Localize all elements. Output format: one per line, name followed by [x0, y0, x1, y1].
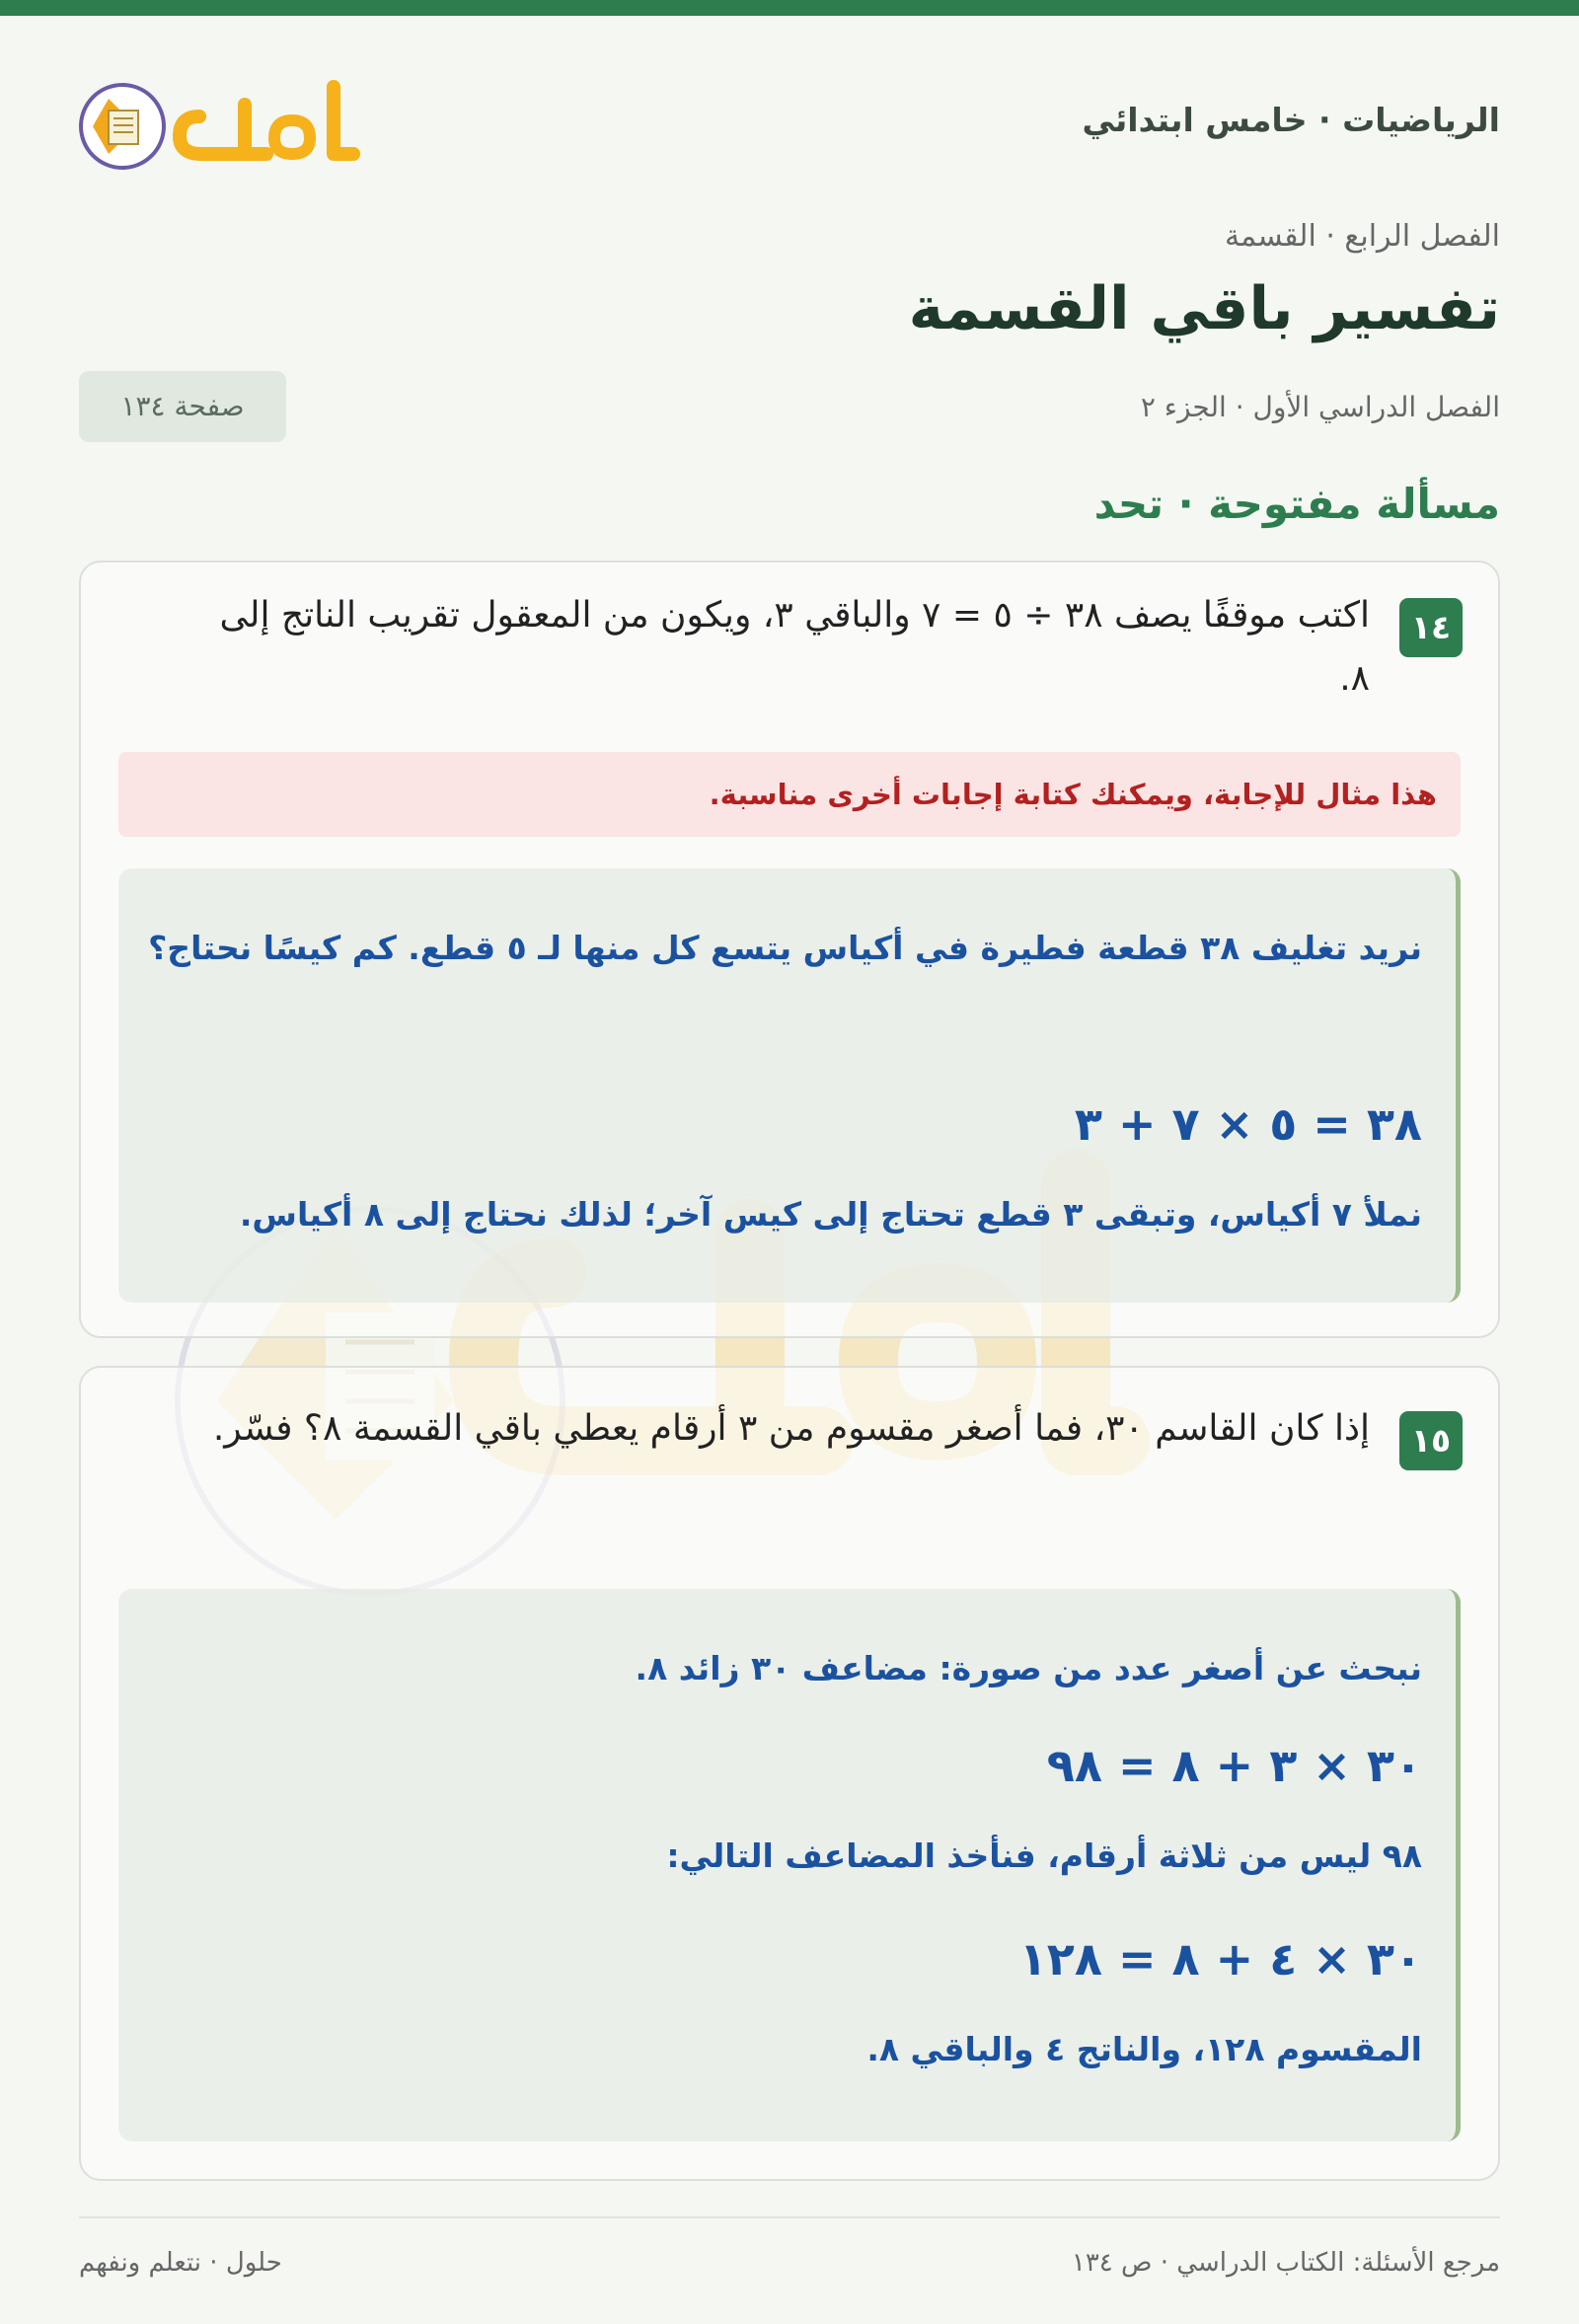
question-card-15: [79, 1366, 1500, 2181]
question-number-badge: ١٤: [1399, 598, 1463, 657]
question-text: إذا كان القاسم ٣٠، فما أصغر مقسوم من ٣ أرقام يعطي باقي القسمة ٨؟ فسّر.: [212, 1408, 1370, 1449]
answer-equation: ٣٠ × ٣ + ٨ = ٩٨: [1046, 1739, 1422, 1792]
answer-line: نبحث عن أصغر عدد من صورة: مضاعف ٣٠ زائد ٨.: [635, 1649, 1422, 1687]
footer-tagline: حلول · نتعلم ونفهم: [79, 2248, 282, 2278]
brand-logo[interactable]: [79, 59, 375, 178]
subject-label: الرياضيات · خامس ابتدائي: [1082, 101, 1500, 139]
answer-line: المقسوم ١٢٨، والناتج ٤ والباقي ٨.: [866, 2030, 1422, 2068]
answer-line: ٩٨ ليس من ثلاثة أرقام، فنأخذ المضاعف التالي:: [666, 1837, 1422, 1875]
question-card-14: [79, 561, 1500, 1338]
answer-equation: ٣٨ = ٥ × ٧ + ٣: [1074, 1097, 1422, 1151]
semester-label: الفصل الدراسي الأول · الجزء ٢: [1140, 391, 1500, 423]
question-text: اكتب موقفًا يصف ٣٨ ÷ ٥ = ٧ والباقي ٣، ويكون من المعقول تقريب الناتج إلى ٨.: [219, 595, 1370, 699]
page-number-badge: صفحة ١٣٤: [79, 371, 286, 442]
footer-reference: مرجع الأسئلة: الكتاب الدراسي · ص ١٣٤: [1071, 2248, 1500, 2278]
section-title: مسألة مفتوحة · تحد: [1093, 480, 1500, 528]
answer-line: نريد تغليف ٣٨ قطعة فطيرة في أكياس يتسع كل منها لـ ٥ قطع. كم كيسًا نحتاج؟: [148, 929, 1422, 967]
page-header: [79, 59, 1500, 178]
top-accent-bar: [0, 0, 1579, 16]
footer-divider: [79, 2216, 1500, 2218]
page-title: تفسير باقي القسمة: [908, 274, 1500, 343]
sample-answer-note: هذا مثال للإجابة، ويمكنك كتابة إجابات أخرى مناسبة.: [118, 752, 1461, 837]
answer-box: [118, 1589, 1461, 2141]
answer-line: نملأ ٧ أكياس، وتبقى ٣ قطع تحتاج إلى كيس آخر؛ لذلك نحتاج إلى ٨ أكياس.: [239, 1195, 1422, 1234]
chapter-label: الفصل الرابع · القسمة: [1224, 219, 1500, 254]
logo-icon: [79, 59, 375, 178]
answer-equation: ٣٠ × ٤ + ٨ = ١٢٨: [1018, 1932, 1422, 1986]
answer-box: [118, 868, 1461, 1303]
question-number-badge: ١٥: [1399, 1411, 1463, 1470]
